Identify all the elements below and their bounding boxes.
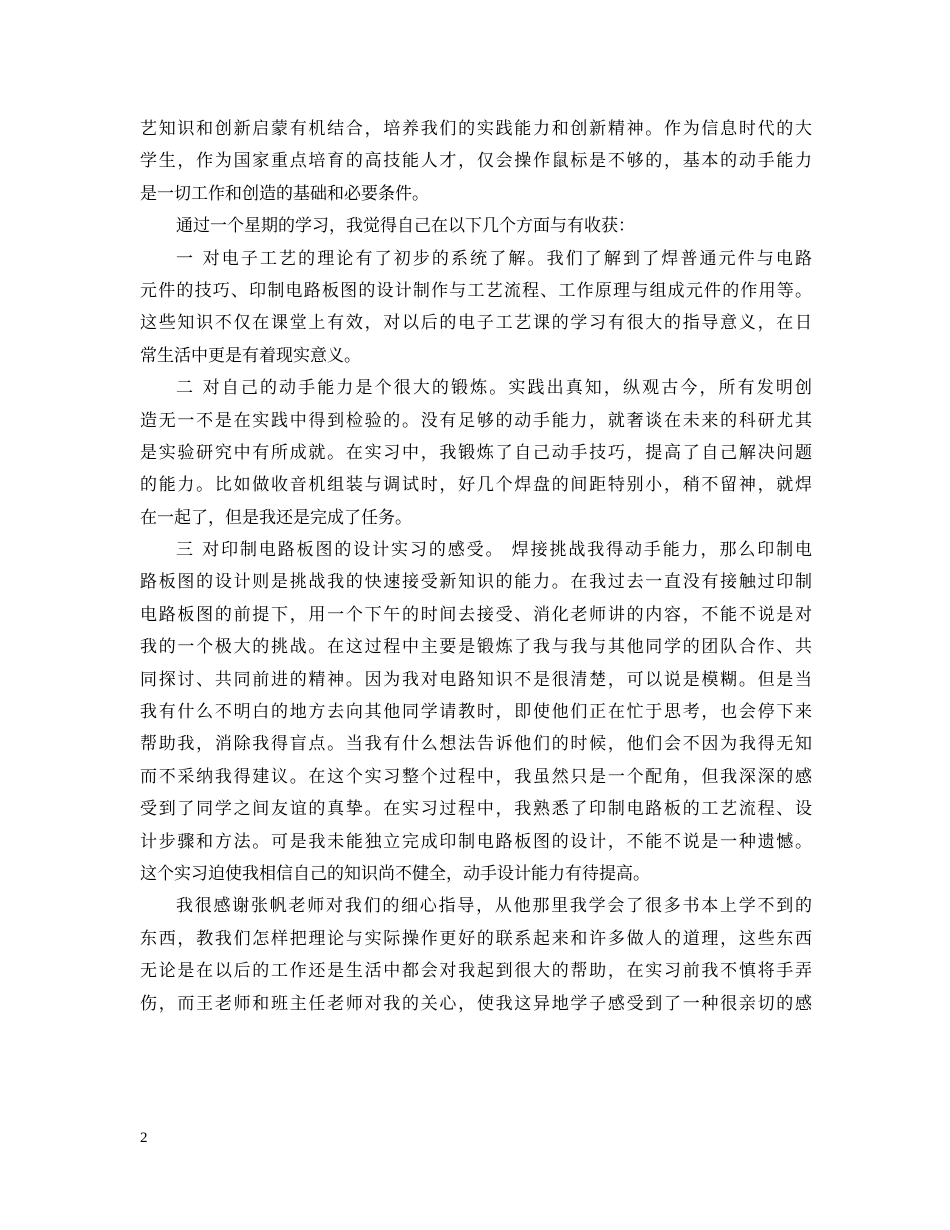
text-line: 学生，作为国家重点培育的高技能人才，仅会操作鼠标是不够的，基本的动手能力: [140, 151, 812, 172]
text-line: 东西，教我们怎样把理论与实际操作更好的联系起来和许多做人的道理，这些东西: [140, 928, 812, 949]
text-line: 一 对电子工艺的理论有了初步的系统了解。我们了解到了焊普通元件与电路: [176, 248, 812, 269]
text-line: 伤，而王老师和班主任老师对我的关心，使我这异地学子感受到了一种很亲切的感: [140, 993, 812, 1014]
text-line: 我有什么不明白的地方去向其他同学请教时，即使他们正在忙于思考，也会停下来: [140, 702, 812, 723]
text-line: 二 对自己的动手能力是个很大的锻炼。实践出真知，纵观古今，所有发明创: [176, 378, 812, 399]
text-line: 这些知识不仅在课堂上有效，对以后的电子工艺课的学习有很大的指导意义，在日: [140, 313, 812, 334]
text-line: 元件的技巧、印制电路板图的设计制作与工艺流程、工作原理与组成元件的作用等。: [140, 280, 812, 301]
text-line: 通过一个星期的学习，我觉得自己在以下几个方面与有收获：: [176, 216, 635, 237]
text-line: 受到了同学之间友谊的真挚。在实习过程中，我熟悉了印制电路板的工艺流程、设: [140, 799, 812, 820]
text-line: 无论是在以后的工作还是生活中都会对我起到很大的帮助，在实习前我不慎将手弄: [140, 961, 812, 982]
text-line: 造无一不是在实践中得到检验的。没有足够的动手能力，就奢谈在未来的科研尤其: [140, 410, 812, 431]
text-line: 在一起了，但是我还是完成了任务。: [140, 507, 412, 528]
text-line: 电路板图的前提下，用一个下午的时间去接受、消化老师讲的内容，不能不说是对: [140, 604, 812, 625]
text-line: 计步骤和方法。可是我未能独立完成印制电路板图的设计，不能不说是一种遗憾。: [140, 831, 812, 852]
page-number: 2: [140, 1130, 148, 1146]
document-body: [140, 113, 812, 1020]
text-line: 路板图的设计则是挑战我的快速接受新知识的能力。在我过去一直没有接触过印制: [140, 572, 812, 593]
text-line: 的能力。比如做收音机组装与调试时，好几个焊盘的间距特别小，稍不留神，就焊: [140, 475, 812, 496]
text-line: 是一切工作和创造的基础和必要条件。: [140, 183, 429, 204]
text-line: 而不采纳我得建议。在这个实习整个过程中，我虽然只是一个配角，但我深深的感: [140, 766, 812, 787]
text-line: 这个实习迫使我相信自己的知识尚不健全，动手设计能力有待提高。: [140, 863, 650, 884]
text-line: 艺知识和创新启蒙有机结合，培养我们的实践能力和创新精神。作为信息时代的大: [140, 119, 812, 139]
text-line: 我很感谢张帆老师对我们的细心指导，从他那里我学会了很多书本上学不到的: [176, 896, 812, 917]
text-line: 常生活中更是有着现实意义。: [140, 345, 361, 366]
text-line: 帮助我，消除我得盲点。当我有什么想法告诉他们的时候，他们会不因为我得无知: [140, 734, 812, 755]
text-line: 同探讨、共同前进的精神。因为我对电路知识不是很清楚，可以说是模糊。但是当: [140, 669, 812, 690]
text-line: 三 对印制电路板图的设计实习的感受。 焊接挑战我得动手能力，那么印制电: [176, 540, 812, 561]
text-line: 是实验研究中有所成就。在实习中，我锻炼了自己动手技巧，提高了自己解决问题: [140, 442, 812, 463]
text-line: 我的一个极大的挑战。在这过程中主要是锻炼了我与我与其他同学的团队合作、共: [140, 637, 812, 658]
